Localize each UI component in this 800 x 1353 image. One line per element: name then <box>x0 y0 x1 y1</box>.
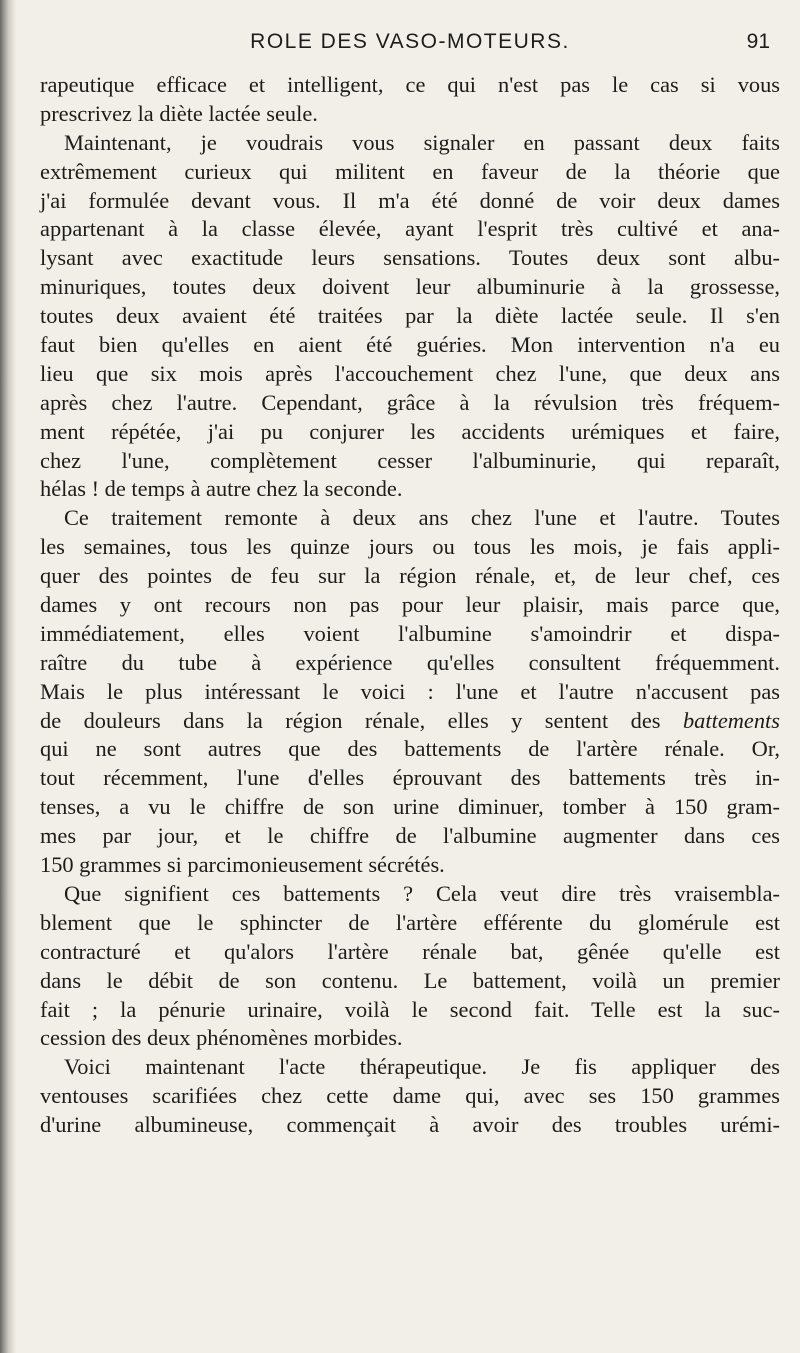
text-line: d'urine albumineuse, commençait à avoir des troubles urémi- <box>40 1112 780 1138</box>
text-line: mes par jour, et le chiffre de l'albumine augmenter dans ces <box>40 823 780 849</box>
text-line: Voici maintenant l'acte thérapeutique. Je fis appliquer des <box>64 1054 780 1080</box>
page-number: 91 <box>746 30 770 53</box>
text-line: qui ne sont autres que des battements de l'artère rénale. Or, <box>40 736 780 762</box>
text-line: lieu que six mois après l'accouchement chez l'une, que deux ans <box>40 360 780 386</box>
text-line: blement que le sphincter de l'artère efférente du glomérule est <box>40 909 780 935</box>
text-line: Que signifient ces battements ? Cela veut dire très vraisembla- <box>64 880 780 906</box>
emphasis-word: battements <box>682 707 780 733</box>
text-line: extrêmement curieux qui militent en faveur de la théorie que <box>40 158 780 184</box>
page-header <box>40 30 780 60</box>
text-line: appartenant à la classe élevée, ayant l'esprit très cultivé et ana- <box>40 216 780 242</box>
body-text <box>40 71 780 1140</box>
text-line: hélas ! de temps à autre chez la seconde. <box>40 476 403 502</box>
text-line: fait ; la pénurie urinaire, voilà le second fait. Telle est la suc- <box>40 996 780 1022</box>
text-line: tenses, a vu le chiffre de son urine diminuer, tomber à 150 gram- <box>40 794 780 820</box>
text-line: raître du tube à expérience qu'elles consultent fréquemment. <box>40 649 780 675</box>
text-line: tout récemment, l'une d'elles éprouvant des battements très in- <box>40 765 780 791</box>
text-line: ventouses scarifiées chez cette dame qui, avec ses 150 grammes <box>40 1083 780 1109</box>
text-line: chez l'une, complètement cesser l'albuminurie, qui reparaît, <box>40 447 780 473</box>
text-line: Maintenant, je voudrais vous signaler en passant deux faits <box>64 129 780 155</box>
text-line: faut bien qu'elles en aient été guéries. Mon intervention n'a eu <box>40 332 780 358</box>
text-line-with-emphasis <box>40 707 780 736</box>
text-line: lysant avec exactitude leurs sensations. Toutes deux sont albu- <box>40 245 780 271</box>
text-line: quer des pointes de feu sur la région rénale, et, de leur chef, ces <box>40 563 780 589</box>
text-line: ment répétée, j'ai pu conjurer les accidents urémiques et faire, <box>40 418 780 444</box>
text-line: minuriques, toutes deux doivent leur albuminurie à la grossesse, <box>40 274 780 300</box>
text-line: 150 grammes si parcimonieusement sécrétés. <box>40 852 445 878</box>
text-line: contracturé et qu'alors l'artère rénale bat, gênée qu'elle est <box>40 938 780 964</box>
text-line: immédiatement, elles voient l'albumine s'amoindrir et dispa- <box>40 620 780 646</box>
text-line: Mais le plus intéressant le voici : l'une et l'autre n'accusent pas <box>40 678 780 704</box>
text-line: dames y ont recours non pas pour leur plaisir, mais parce que, <box>40 592 780 618</box>
text-line: cession des deux phénomènes morbides. <box>40 1025 403 1051</box>
text-line: j'ai formulée devant vous. Il m'a été donné de voir deux dames <box>40 187 780 213</box>
text-line: dans le débit de son contenu. Le battement, voilà un premier <box>40 967 780 993</box>
running-head: ROLE DES VASO-MOTEURS. <box>250 30 570 53</box>
text-line: prescrivez la diète lactée seule. <box>40 100 318 126</box>
text-line: après chez l'autre. Cependant, grâce à la révulsion très fréquem- <box>40 389 780 415</box>
text-line-segment: de douleurs dans la région rénale, elles y sentent des <box>40 707 661 733</box>
page-binding-edge <box>0 0 16 1353</box>
text-line: rapeutique efficace et intelligent, ce qui n'est pas le cas si vous <box>40 72 780 97</box>
text-line: toutes deux avaient été traitées par la diète lactée seule. Il s'en <box>40 303 780 329</box>
text-line: les semaines, tous les quinze jours ou tous les mois, je fais appli- <box>40 534 780 560</box>
text-line: Ce traitement remonte à deux ans chez l'une et l'autre. Toutes <box>64 505 780 531</box>
